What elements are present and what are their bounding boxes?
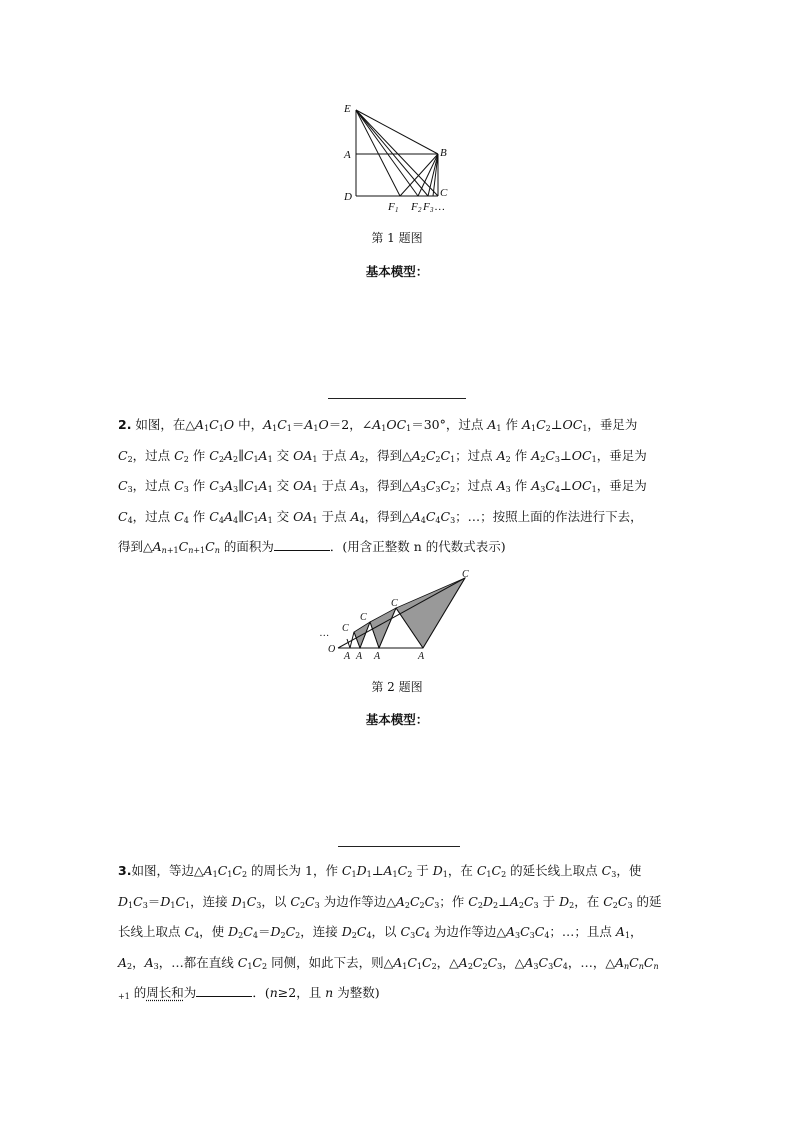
fig1-line-EC [356, 110, 438, 196]
problem-2-line-1: 2. 如图，在$\triangle A_1C_1O$ 中，$A_1C_1=A_1O=2$，$\angle A_1OC_1=30^\circ$，过点 $A_1$ 作 $A_1C_2\perp OC_1$，垂足为 [118, 417, 638, 433]
answer-line-2 [338, 846, 460, 847]
problem-3-emphasis: 周长和 [146, 985, 184, 1000]
problem-2-number: 2. [118, 417, 132, 432]
fig1-line-EF1 [356, 110, 400, 196]
problem-3-line-3: 长线上取点 $C_4$，使 $D_2C_4=D_2C_2$，连接 $D_2C_4$，以 $C_3C_4$ 为边作等边$\triangle A_3C_3C_4$；…；且点 $A_1$， [118, 924, 643, 940]
fig2-shaded-triangle-1 [396, 578, 465, 648]
problem-3-line-5: $_{+1}$ 的周长和为 ．(n≥2，且 n 为整数) [118, 985, 380, 1001]
fig2-label-C3: C [360, 612, 367, 623]
fig2-line-OC1 [338, 578, 465, 648]
problem-2-note: (用含正整数 n 的代数式表示) [342, 539, 506, 554]
fig1-line-EF3 [356, 110, 428, 196]
fig2-label-C2: C [391, 598, 398, 609]
fig2-label-A4: A [344, 651, 351, 662]
problem-2-line-3: $C_3$，过点 $C_3$ 作 $C_3A_3\parallel C_1A_1$ 交 $OA_1$ 于点 $A_3$，得到$\triangle A_3C_3C_2$；过点 $A_3$ 作 $A_3C_4\perp OC_1$，垂足为 [118, 478, 647, 494]
fig2-label-C4: C [342, 623, 349, 634]
fig1-label-E: E [344, 103, 351, 115]
problem-2-line-5: 得到$\triangle A_{n+1}C_{n+1}C_n$ 的面积为 ．(用含正整数 n 的代数式表示) [118, 539, 506, 555]
figure-1-caption: 第 1 题图 [371, 231, 423, 245]
figure-2 [318, 568, 480, 664]
problem-3-text [118, 856, 678, 1009]
fig2-label-A1: A [418, 651, 425, 662]
basic-model-label-2: 基本模型： [365, 712, 429, 727]
figure-2-caption: 第 2 题图 [371, 680, 423, 694]
fig2-label-A3: A [356, 651, 363, 662]
problem-2-line-2: $C_2$，过点 $C_2$ 作 $C_2A_2\parallel C_1A_1$ 交 $OA_1$ 于点 $A_2$，得到$\triangle A_2C_2C_1$；过点 $A_2$ 作 $A_2C_3\perp OC_1$，垂足为 [118, 447, 647, 464]
fig1-label-C: C [440, 187, 448, 199]
fig1-label-F2: F [411, 201, 418, 213]
fig1-label-B: B [440, 147, 447, 159]
fig2-line-A4C5 [347, 639, 350, 648]
basic-model-label-1: 基本模型： [365, 264, 429, 279]
problem-3-line-1: 3.如图，等边$\triangle A_1C_1C_2$ 的周长为 1，作 $C_1D_1\perp A_1C_2$ 于 $D_1$，在 $C_1C_2$ 的延长线上取点 $C_3$，使 [118, 863, 642, 879]
fig1-label-F3-sub: 3 [430, 206, 434, 214]
fig1-label-F1: F [388, 201, 395, 213]
figure-1 [338, 98, 458, 216]
fig1-label-A: A [344, 149, 351, 161]
fig1-line-EF2 [356, 110, 418, 196]
fig1-line-BF3 [428, 154, 438, 196]
problem-2-answer-blank[interactable] [274, 540, 330, 551]
problem-3-line-2: $D_1C_3=D_1C_1$，连接 $D_1C_3$，以 $C_2C_3$ 为边作等边$\triangle A_2C_2C_3$；作 $C_2D_2\perp A_2C_3$ 于 $D_2$，在 $C_2C_3$ 的延 [118, 893, 662, 910]
fig2-label-dots: … [320, 628, 329, 639]
answer-line-1 [328, 398, 466, 399]
problem-3-number: 3. [118, 863, 132, 878]
fig2-label-C1: C [462, 569, 469, 580]
fig1-label-F3: F [423, 201, 430, 213]
fig2-label-O: O [328, 644, 336, 655]
fig1-label-F2-sub: 2 [418, 206, 422, 214]
fig1-label-dots: … [435, 201, 445, 213]
problem-3-note: 为整数) [337, 985, 380, 1000]
problem-3-answer-blank[interactable] [196, 986, 252, 997]
fig1-line-EB [356, 110, 438, 154]
problem-2-line-4: $C_4$，过点 $C_4$ 作 $C_4A_4\parallel C_1A_1$ 交 $OA_1$ 于点 $A_4$，得到$\triangle A_4C_4C_3$；…；按照上面的作法进行下去， [118, 508, 643, 525]
fig1-label-D: D [344, 191, 352, 203]
fig1-label-F1-sub: 1 [395, 206, 399, 214]
fig2-label-A2: A [374, 651, 381, 662]
problem-3-line-4: $A_2$，$A_3$，…都在直线 $C_1C_2$ 同侧，如此下去，则$\triangle A_1C_1C_2$，$\triangle A_2C_2C_3$，$\triangle A_3C_3C_4$，…，$\triangle A_nC_nC_n$ [118, 954, 659, 971]
problem-2-text [118, 410, 678, 563]
